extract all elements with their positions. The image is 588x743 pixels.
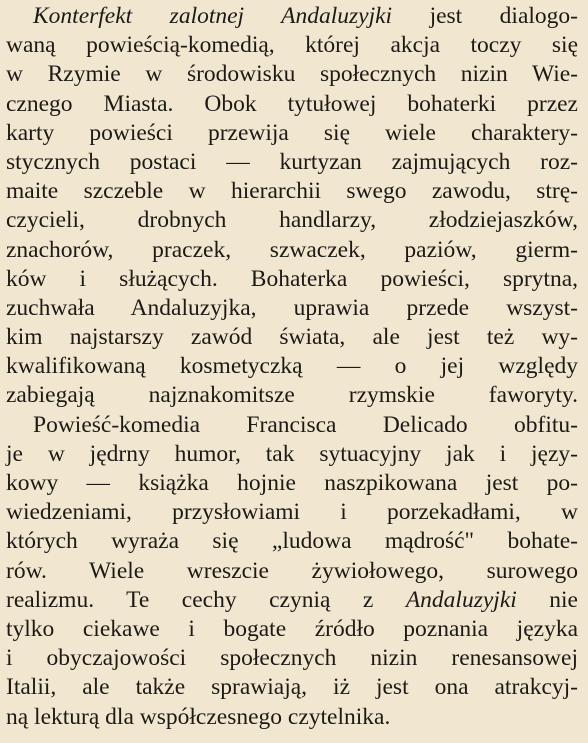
text-run: Powieść-komedia Francisca Delicado obfitu- [33, 411, 578, 438]
text-run: maite szczeble w hierarchii swego zawodu, strę- [6, 178, 578, 205]
text-line [0, 381, 578, 410]
text-line [0, 119, 578, 148]
text-run: zuchwała Andaluzyjka, uprawia przede wszyst- [6, 294, 578, 321]
text-run: ków i służących. Bohaterka powieści, sprytna, [6, 265, 578, 292]
text-run: czycieli, drobnych handlarzy, złodziejaszków, [6, 207, 578, 234]
text-run: kowy — książka hojnie naszpikowana jest po- [6, 470, 578, 496]
text-line [0, 236, 578, 265]
text-run: tylko ciekawe i bogate źródło poznania języka [6, 615, 578, 642]
text-line [0, 148, 578, 177]
text-line [0, 440, 578, 469]
text-line [0, 498, 578, 527]
text-line [0, 644, 578, 673]
text-run: zabiegają najznakomitsze rzymskie faworyty. [6, 382, 578, 409]
text-run: rów. Wiele wreszcie żywiołowego, surowego [6, 557, 578, 584]
italic-title: Konterfekt zalotnej Andaluzyjki [33, 3, 393, 29]
text-run: jest dialogo- [392, 3, 578, 29]
text-line [0, 2, 578, 31]
text-line [0, 703, 578, 732]
text-line [0, 206, 578, 235]
text-run: je w jędrny humor, tak sytuacyjny jak i języ- [6, 440, 578, 467]
text-line [0, 60, 578, 89]
text-run: których wyraża się „ludowa mądrość" bohate- [6, 528, 578, 555]
text-run: ną lekturą dla współczesnego czytelnika. [6, 703, 391, 730]
text-run: waną powieścią-komedią, której akcja toczy się [6, 32, 578, 59]
text-run: realizmu. Te cechy czynią z [6, 586, 406, 613]
text-line [0, 411, 578, 440]
text-run: znachorów, praczek, szwaczek, paziów, gierm- [6, 236, 578, 263]
text-line [0, 323, 578, 352]
text-run: stycznych postaci — kurtyzan zajmujących roz- [6, 148, 578, 175]
text-run: w Rzymie w środowisku społecznych nizin Wie- [6, 61, 578, 88]
paragraph [0, 411, 588, 732]
text-run: Italii, ale także sprawiają, iż jest ona atrakcyj- [6, 674, 578, 701]
paragraph [0, 2, 588, 411]
text-line [0, 527, 578, 556]
text-line [0, 31, 578, 60]
text-run: kwalifikowaną kosmetyczką — o jej względy [6, 353, 578, 380]
text-run: nie [516, 586, 578, 613]
text-run: kim najstarszy zawód świata, ale jest też wy- [6, 324, 578, 351]
text-run: cznego Miasta. Obok tytułowej bohaterki przez [6, 90, 578, 117]
text-line [0, 557, 578, 586]
text-line [0, 177, 578, 206]
text-line [0, 469, 578, 498]
text-line [0, 673, 578, 702]
text-run: wiedzeniami, przysłowiami i porzekadłami, w [6, 499, 578, 526]
text-line [0, 586, 578, 615]
text-run: i obyczajowości społecznych nizin renesansowej [6, 645, 578, 672]
text-line [0, 265, 578, 294]
text-line [0, 90, 578, 119]
text-line [0, 615, 578, 644]
italic-title: Andaluzyjki [405, 586, 517, 613]
text-line [0, 294, 578, 323]
body-text [0, 2, 588, 732]
text-run: karty powieści przewija się wiele charaktery- [6, 119, 578, 146]
text-line [0, 352, 578, 381]
